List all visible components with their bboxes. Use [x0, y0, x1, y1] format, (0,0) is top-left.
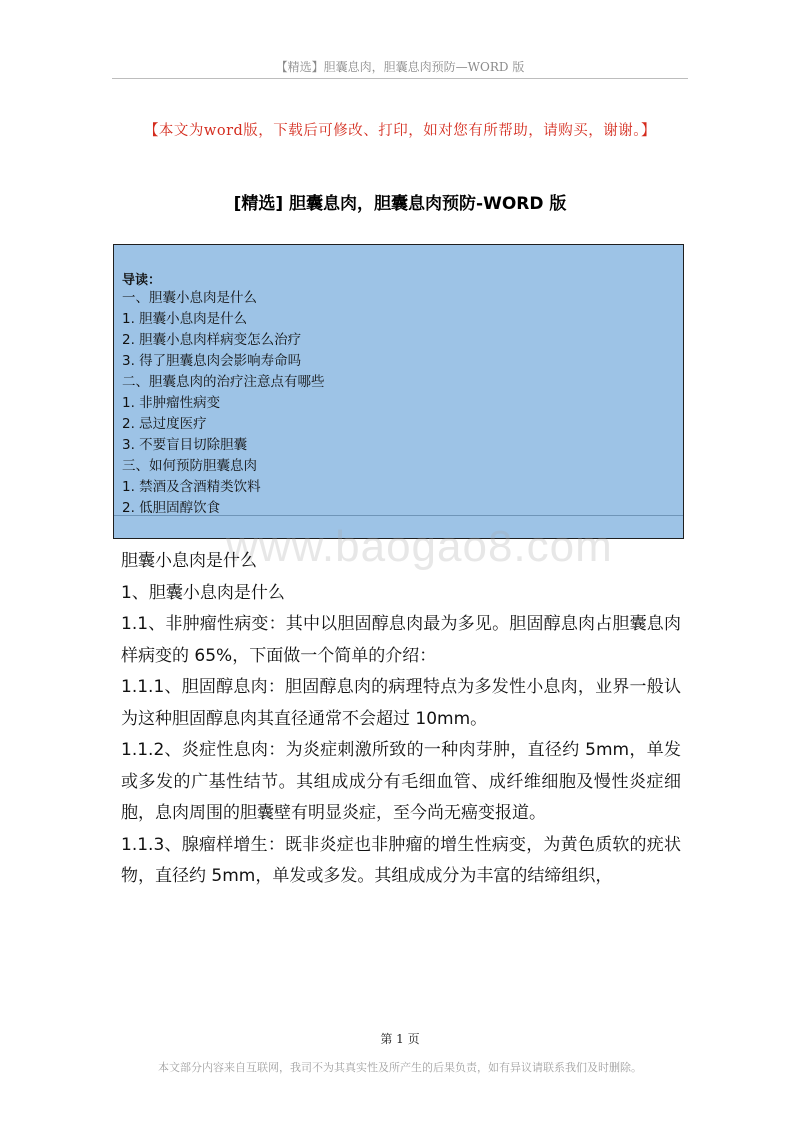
toc-item: 二、胆囊息肉的治疗注意点有哪些	[122, 374, 325, 390]
section-heading: 胆囊小息肉是什么	[121, 551, 257, 571]
table-of-contents	[113, 244, 684, 539]
page-header: 【精选】胆囊息肉，胆囊息肉预防—WORD 版	[275, 60, 525, 74]
toc-item: 1. 胆囊小息肉是什么	[122, 311, 248, 327]
toc-list	[122, 288, 325, 519]
watermark: www.baogao8.com	[226, 522, 613, 571]
purchase-notice: 【本文为word版，下载后可修改、打印，如对您有所帮助，请购买，谢谢。】	[143, 123, 657, 139]
document-title: [精选] 胆囊息肉，胆囊息肉预防-WORD 版	[233, 194, 567, 214]
toc-item: 1. 禁酒及含酒精类饮料	[122, 479, 261, 495]
body-paragraph: 1.1、非肿瘤性病变：其中以胆固醇息肉最为多见。胆固醇息肉占胆囊息肉样病变的 65%，下面做一个简单的介绍：	[121, 614, 681, 666]
body-paragraph: 1.1.2、炎症性息肉：为炎症刺激所致的一种肉芽肿，直径约 5mm，单发或多发的广基性结节。其组成成分有毛细血管、成纤维细胞及慢性炎症细胞，息肉周围的胆囊壁有明显炎症，至今尚无癌变报道。	[121, 740, 681, 823]
body-paragraph: 1.1.1、胆固醇息肉：胆固醇息肉的病理特点为多发性小息肉，业界一般认为这种胆固醇息肉其直径通常不会超过 10mm。	[121, 677, 681, 729]
document-body	[121, 546, 681, 893]
toc-item: 3. 得了胆囊息肉会影响寿命吗	[122, 353, 302, 369]
toc-item: 一、胆囊小息肉是什么	[122, 290, 257, 306]
toc-item: 三、如何预防胆囊息肉	[122, 458, 257, 474]
toc-inner-divider	[114, 515, 683, 516]
page-number: 第 1 页	[380, 1032, 420, 1046]
toc-item: 3. 不要盲目切除胆囊	[122, 437, 248, 453]
footer-disclaimer: 本文部分内容来自互联网，我司不为其真实性及所产生的后果负责，如有异议请联系我们及时删除。	[158, 1061, 642, 1074]
toc-heading: 导读：	[122, 273, 162, 288]
toc-item: 2. 低胆固醇饮食	[122, 500, 221, 516]
header-divider	[112, 78, 688, 79]
subsection-heading: 1、胆囊小息肉是什么	[121, 582, 285, 603]
toc-item: 1. 非肿瘤性病变	[122, 395, 221, 411]
body-paragraph: 1.1.3、腺瘤样增生：既非炎症也非肿瘤的增生性病变，为黄色质软的疣状物，直径约 5mm，单发或多发。其组成成分为丰富的结缔组织，	[121, 834, 681, 886]
toc-item: 2. 忌过度医疗	[122, 416, 207, 432]
toc-item: 2. 胆囊小息肉样病变怎么治疗	[122, 332, 302, 348]
